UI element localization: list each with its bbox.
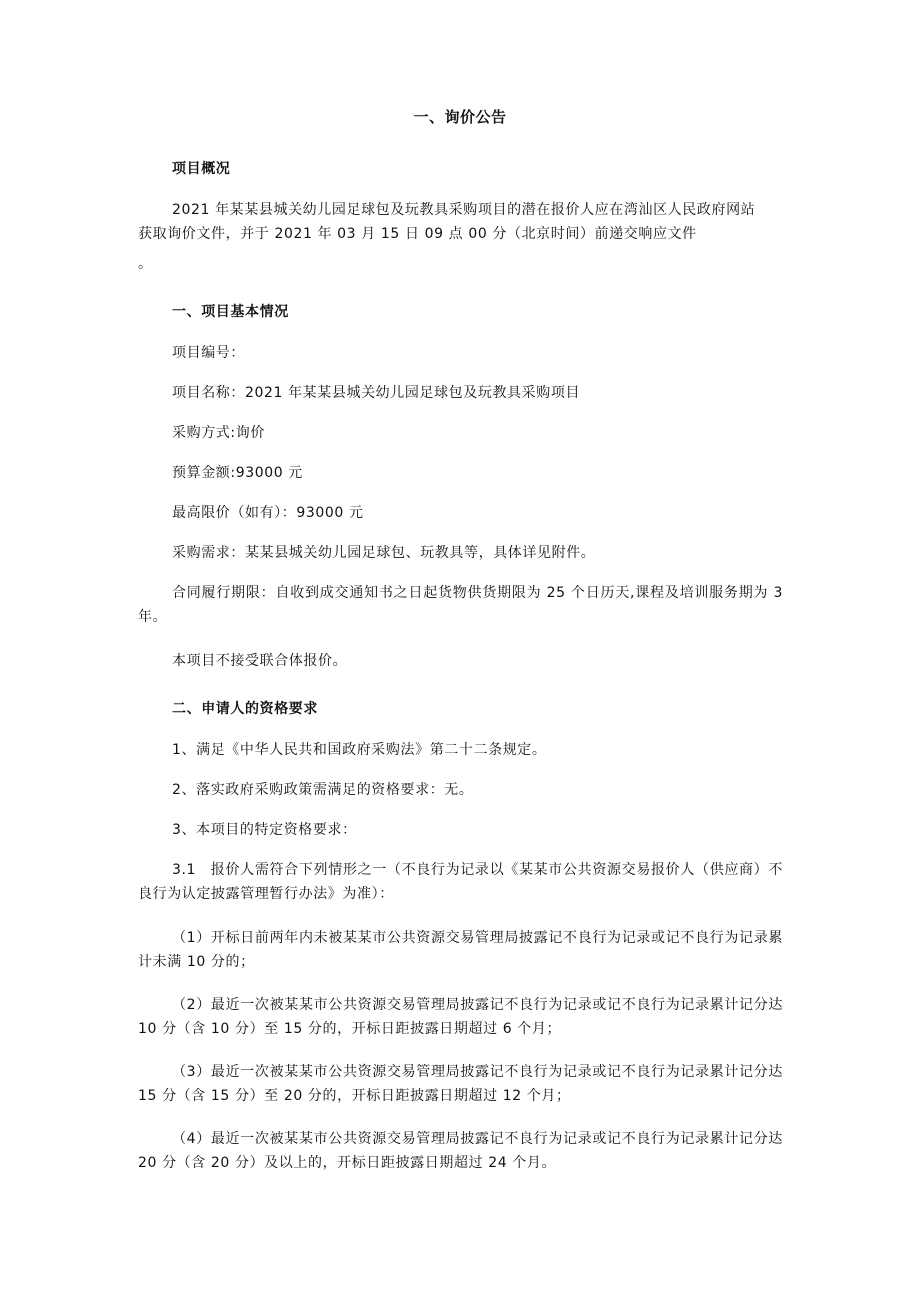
qualification-item-1: 1、满足《中华人民共和国政府采购法》第二十二条规定。	[172, 742, 547, 758]
overview-paragraph	[138, 198, 783, 276]
qualification-case-3: （3）最近一次被某某市公共资源交易管理局披露记不良行为记录或记不良行为记录累计记分达 15 分（含 15 分）至 20 分的，开标日距披露日期超过 12 个月；	[138, 1064, 783, 1104]
contract-period: 合同履行期限：自收到成交通知书之日起货物供货期限为 25 个日历天,课程及培训服务期为 3 年。	[138, 585, 783, 625]
qualification-item-3: 3、本项目的特定资格要求：	[172, 822, 357, 838]
overview-line-3: 。	[138, 256, 153, 272]
no-consortium-note: 本项目不接受联合体报价。	[172, 653, 348, 669]
max-price: 最高限价（如有）：93000 元	[172, 505, 364, 521]
procurement-requirement: 采购需求：某某县城关幼儿园足球包、玩教具等，具体详见附件。	[172, 545, 596, 561]
overview-heading: 项目概况	[172, 161, 231, 177]
overview-line-2: 获取询价文件，并于 2021 年 03 月 15 日 09 点 00 分（北京时间）前递交响应文件	[138, 226, 697, 242]
qualification-case-1: （1）开标日前两年内未被某某市公共资源交易管理局披露记不良行为记录或记不良行为记录累计未满 10 分的；	[138, 930, 783, 970]
page-title: 一、询价公告	[413, 108, 507, 126]
section1-heading: 一、项目基本情况	[172, 304, 289, 320]
overview-line-1: 2021 年某某县城关幼儿园足球包及玩教具采购项目的潜在报价人应在湾汕区人民政府网站	[172, 202, 756, 218]
budget-amount: 预算金额:93000 元	[172, 465, 303, 481]
qualification-item-2: 2、落实政府采购政策需满足的资格要求：无。	[172, 782, 474, 798]
procurement-method: 采购方式:询价	[172, 425, 265, 441]
section2-heading: 二、申请人的资格要求	[172, 701, 318, 717]
project-number: 项目编号：	[172, 345, 245, 361]
qualification-item-3-1: 3.1 报价人需符合下列情形之一（不良行为记录以《某某市公共资源交易报价人（供应商）不良行为认定披露管理暂行办法》为准）：	[138, 862, 783, 902]
qualification-case-2: （2）最近一次被某某市公共资源交易管理局披露记不良行为记录或记不良行为记录累计记分达 10 分（含 10 分）至 15 分的，开标日距披露日期超过 6 个月；	[138, 997, 783, 1037]
qualification-case-4: （4）最近一次被某某市公共资源交易管理局披露记不良行为记录或记不良行为记录累计记分达 20 分（含 20 分）及以上的，开标日距披露日期超过 24 个月。	[138, 1131, 783, 1171]
project-name: 项目名称：2021 年某某县城关幼儿园足球包及玩教具采购项目	[172, 385, 581, 401]
